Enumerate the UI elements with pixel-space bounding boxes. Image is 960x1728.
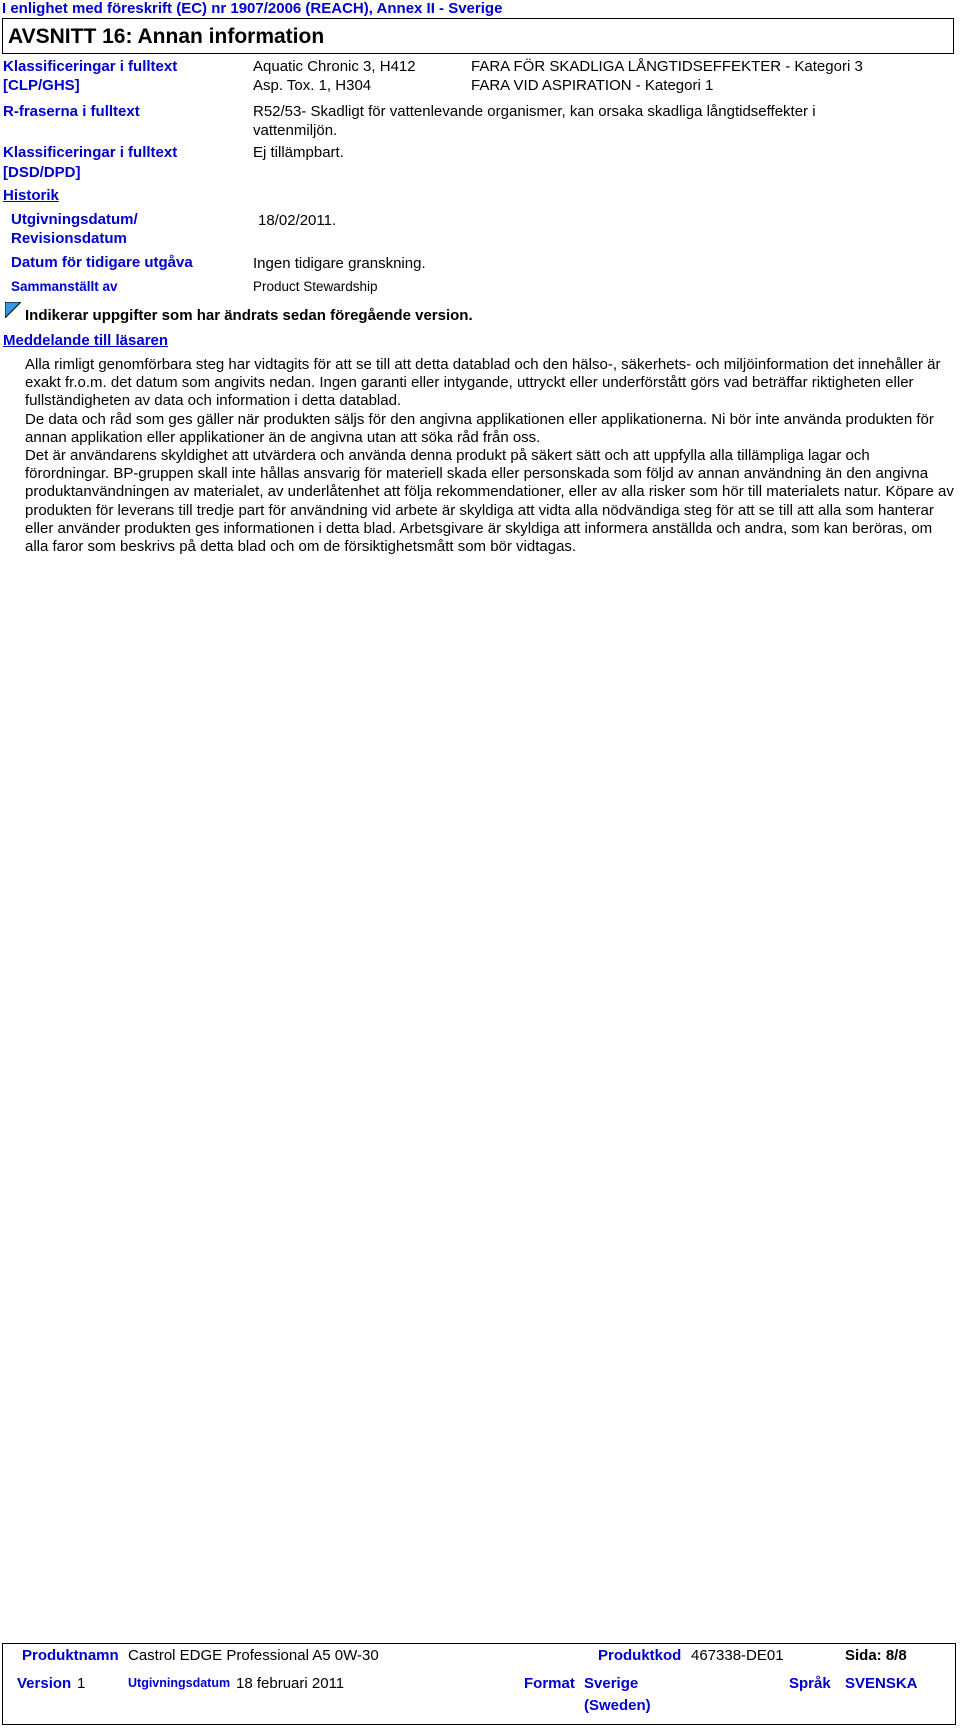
clp-description: FARA FÖR SKADLIGA LÅNGTIDSEFFEKTER - Kategori 3	[471, 58, 863, 75]
footer-product-code: 467338-DE01	[691, 1647, 784, 1664]
section-title: AVSNITT 16: Annan information	[8, 25, 325, 48]
compiled-by-value: Product Stewardship	[253, 279, 378, 294]
footer-product-name-label: Produktnamn	[22, 1647, 119, 1664]
history-heading: Historik	[3, 187, 59, 204]
clp-code: Aquatic Chronic 3, H412	[253, 58, 416, 75]
reader-paragraph: De data och råd som ges gäller när produkten säljs för den angivna applikationen eller applikationerna. Ni bör inte använda produkten för annan applikation eller applikationer än de angivna utan att söka råd från oss.	[25, 410, 934, 446]
clp-label-line1: Klassificeringar i fulltext	[3, 58, 178, 75]
footer-format-value-line2: (Sweden)	[584, 1697, 651, 1714]
footer-format-value: Sverige	[584, 1675, 639, 1692]
r-phrases-label: R-fraserna i fulltext	[3, 103, 140, 120]
regulation-header: I enlighet med föreskrift (EC) nr 1907/2006 (REACH), Annex II - Sverige	[2, 0, 503, 17]
clp-description: FARA VID ASPIRATION - Kategori 1	[471, 77, 714, 94]
footer-product-name: Castrol EDGE Professional A5 0W-30	[128, 1647, 379, 1664]
reader-paragraph: Det är användarens skyldighet att utvärdera och använda denna produkt på säkert sätt och att uppfylla alla tillämpliga lagar och förordningar. BP-gruppen skall inte hållas ansvarig för materiell skada eller personskada som följd av annan användning än den angivna produktanvändningen av materialet, av underlåtenhet att följa rekommendationer, eller av alla risker som hör till materialets natur. Köpare av produkten för leverans till tredje part för användning vid arbete är skyldiga att vidta alla nödvändiga steg för att se till att alla som hanterar eller använder produkten ges informationen i detta blad. Arbetsgivare är skyldiga att informera anställda och andra, som kan beröras, om alla faror som beskrivs på detta blad och om de försiktighetsmått som bör vidtagas.	[25, 447, 954, 556]
footer-issue-date: 18 februari 2011	[236, 1675, 345, 1692]
previous-version-value: Ingen tidigare granskning.	[253, 255, 426, 272]
footer-language-label: Språk	[789, 1675, 831, 1692]
dsd-label-line2: [DSD/DPD]	[3, 164, 81, 181]
footer-product-code-label: Produktkod	[598, 1647, 682, 1664]
issue-date-label-line1: Utgivningsdatum/	[11, 211, 138, 228]
issue-date-label-line2: Revisionsdatum	[11, 230, 127, 247]
footer-page-number: Sida: 8/8	[845, 1647, 907, 1664]
r-phrases-value: R52/53- Skadligt för vattenlevande organismer, kan orsaka skadliga långtidseffekter i	[253, 103, 816, 120]
footer-issue-date-label: Utgivningsdatum	[128, 1676, 231, 1690]
change-marker-icon	[5, 302, 21, 318]
footer-version-label: Version	[17, 1675, 72, 1692]
reader-notice-heading: Meddelande till läsaren	[3, 332, 169, 349]
compiled-by-label: Sammanställt av	[11, 279, 118, 294]
footer-version: 1	[77, 1675, 86, 1692]
change-notice-text: Indikerar uppgifter som har ändrats sedan föregående version.	[25, 307, 473, 324]
dsd-value: Ej tillämpbart.	[253, 144, 344, 161]
issue-date-value: 18/02/2011.	[258, 212, 337, 229]
footer-format-label: Format	[524, 1675, 575, 1692]
clp-label-line2: [CLP/GHS]	[3, 77, 80, 94]
dsd-label-line1: Klassificeringar i fulltext	[3, 144, 178, 161]
clp-code: Asp. Tox. 1, H304	[253, 77, 372, 94]
reader-paragraph: Alla rimligt genomförbara steg har vidtagits för att se till att detta datablad och den hälso-, säkerhets- och miljöinformation det innehåller är exakt fr.o.m. det datum som angivits nedan. Ingen garanti eller intygande, uttryckt eller underförstått görs vad beträffar riktigheten eller fullständigheten av data och information i detta datablad.	[25, 356, 941, 410]
r-phrases-value: vattenmiljön.	[253, 122, 338, 139]
previous-version-label: Datum för tidigare utgåva	[11, 254, 193, 271]
reader-notice-body	[25, 356, 955, 556]
footer-language: SVENSKA	[845, 1675, 918, 1692]
